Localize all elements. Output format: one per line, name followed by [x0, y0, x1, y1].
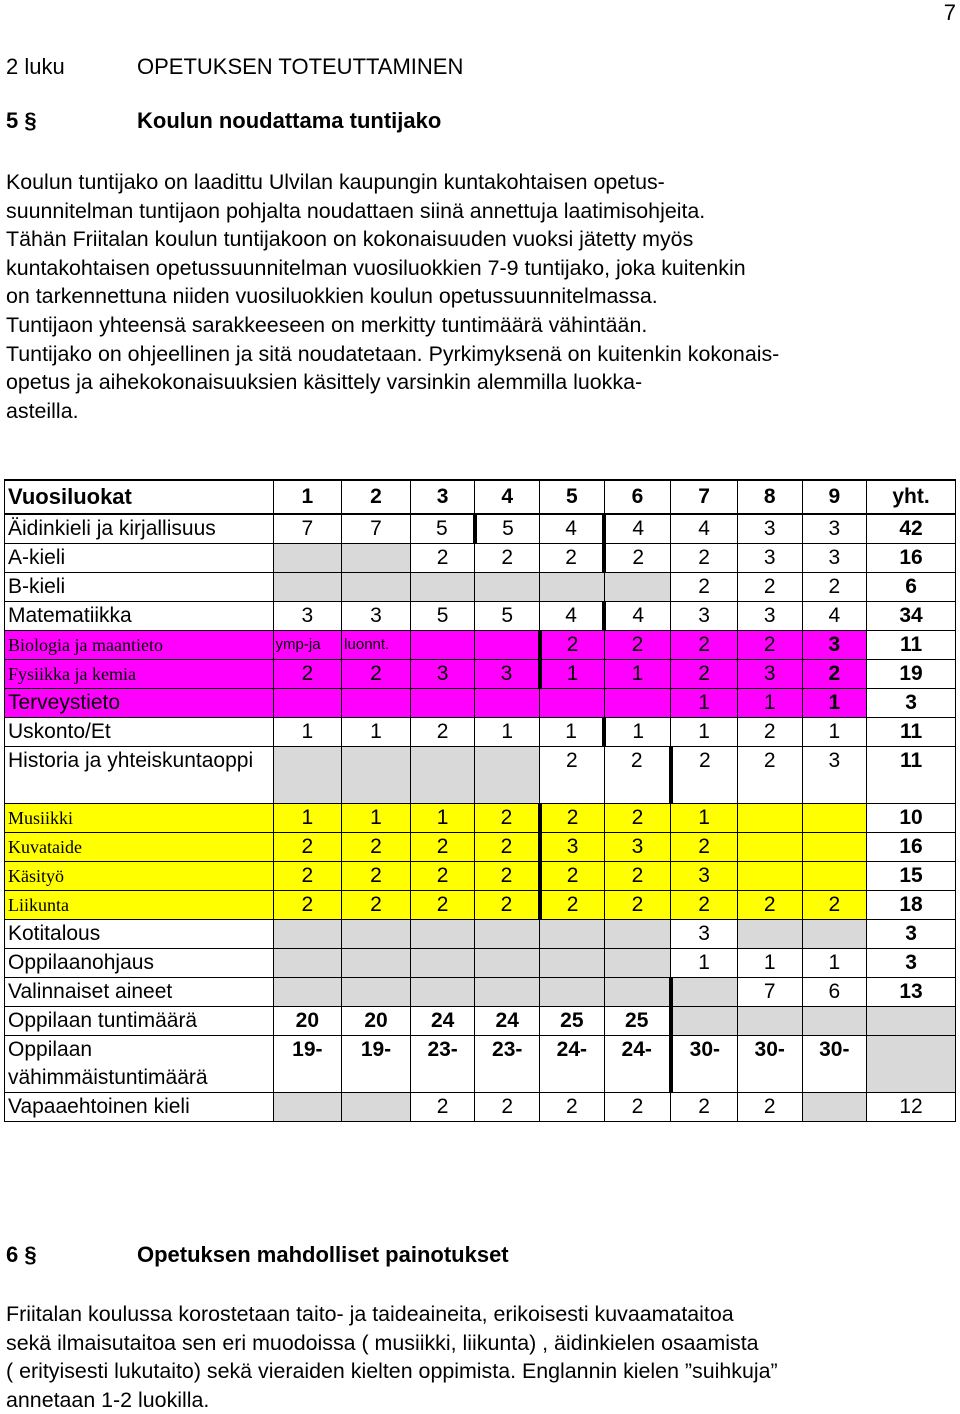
section-6-paragraph: [6, 1300, 956, 1414]
hours-cell: 1: [410, 804, 475, 833]
hours-cell: 30-: [802, 1036, 867, 1093]
chapter-label: 2 luku: [6, 54, 65, 79]
hours-cell: 1: [737, 689, 802, 718]
hours-cell: [540, 920, 605, 949]
hours-cell: 2: [604, 544, 671, 573]
hours-cell: 2: [604, 631, 671, 660]
grade-header: 2: [342, 480, 411, 514]
hours-cell: 5: [410, 514, 475, 544]
hours-cell: 3: [802, 747, 867, 804]
text-line: annetaan 1-2 luokilla.: [6, 1387, 210, 1412]
hours-cell: 1: [737, 949, 802, 978]
hours-cell: 2: [475, 544, 540, 573]
hours-cell: 3: [737, 514, 802, 544]
hours-cell: 2: [273, 862, 342, 891]
total-cell: 13: [867, 978, 956, 1007]
hours-cell: 4: [604, 602, 671, 631]
hours-cell: 3: [737, 660, 802, 689]
total-cell: 34: [867, 602, 956, 631]
hours-cell: [802, 1007, 867, 1036]
total-header: yht.: [867, 480, 956, 514]
hours-cell: 2: [671, 891, 738, 920]
hours-cell: luonnt.: [342, 631, 411, 660]
grade-header: 6: [604, 480, 671, 514]
section-title: Opetuksen mahdolliset painotukset: [137, 1242, 509, 1267]
hours-cell: 2: [671, 544, 738, 573]
table-row: [5, 920, 956, 949]
section-number: 6 §: [6, 1242, 37, 1267]
text-line: suunnitelman tuntijaon pohjalta noudattaen siinä annettuja laatimisohjeita.: [6, 198, 706, 223]
subject-label: Oppilaan vähimmäistuntimäärä: [5, 1036, 274, 1093]
hours-cell: 2: [410, 1093, 475, 1122]
text-line: Tuntijaon yhteensä sarakkeeseen on merkitty tuntimäärä vähintään.: [6, 312, 648, 337]
hours-cell: 4: [802, 602, 867, 631]
text-line: kuntakohtaisen opetussuunnitelman vuosiluokkien 7-9 tuntijako, joka kuitenkin: [6, 255, 746, 280]
hours-cell: 3: [671, 862, 738, 891]
hours-cell: 3: [802, 514, 867, 544]
total-cell: 10: [867, 804, 956, 833]
hours-cell: 24: [410, 1007, 475, 1036]
hours-cell: 2: [671, 1093, 738, 1122]
hours-cell: 25: [540, 1007, 605, 1036]
hours-cell: 2: [540, 804, 605, 833]
section-number: 5 §: [6, 108, 37, 133]
header-label: Vuosiluokat: [5, 480, 274, 514]
hours-cell: [273, 920, 342, 949]
table-row: [5, 949, 956, 978]
subject-label: Historia ja yhteiskuntaoppi: [5, 747, 274, 804]
hours-cell: 3: [604, 833, 671, 862]
hours-cell: 2: [540, 891, 605, 920]
hours-cell: 1: [802, 718, 867, 747]
hours-cell: 4: [540, 514, 605, 544]
total-cell: 42: [867, 514, 956, 544]
section-5-paragraph: [6, 168, 956, 425]
hours-cell: 1: [802, 689, 867, 718]
hours-cell: 2: [802, 891, 867, 920]
subject-label: Terveystieto: [5, 689, 274, 718]
hours-cell: [342, 573, 411, 602]
hours-cell: 19-: [342, 1036, 411, 1093]
hours-cell: [410, 573, 475, 602]
text-line: on tarkennettuna niiden vuosiluokkien koulun opetussuunnitelmassa.: [6, 284, 658, 309]
tuntijako-table: [4, 479, 956, 1122]
hours-cell: [410, 689, 475, 718]
grade-header: 3: [410, 480, 475, 514]
table-row: [5, 862, 956, 891]
table-row: [5, 978, 956, 1007]
subject-label: B-kieli: [5, 573, 274, 602]
hours-cell: [273, 1093, 342, 1122]
hours-cell: [671, 978, 738, 1007]
hours-cell: 30-: [671, 1036, 738, 1093]
hours-cell: [342, 949, 411, 978]
hours-cell: [604, 920, 671, 949]
hours-cell: [410, 978, 475, 1007]
hours-cell: 3: [737, 602, 802, 631]
hours-cell: [273, 747, 342, 804]
hours-cell: [604, 949, 671, 978]
hours-cell: 3: [737, 544, 802, 573]
subject-label: Kuvataide: [5, 833, 274, 862]
subject-label: Matematiikka: [5, 602, 274, 631]
grade-header: 9: [802, 480, 867, 514]
hours-cell: 1: [342, 804, 411, 833]
hours-cell: 2: [604, 804, 671, 833]
hours-cell: 1: [671, 718, 738, 747]
page-number: 7: [943, 0, 956, 25]
hours-cell: [342, 747, 411, 804]
table-row: [5, 804, 956, 833]
subject-label: Vapaaehtoinen kieli: [5, 1093, 274, 1122]
table-row: [5, 544, 956, 573]
hours-cell: [342, 1093, 411, 1122]
hours-cell: [410, 920, 475, 949]
hours-cell: 2: [604, 747, 671, 804]
hours-cell: 2: [737, 631, 802, 660]
subject-label: Liikunta: [5, 891, 274, 920]
text-line: Tähän Friitalan koulun tuntijakoon on kokonaisuuden vuoksi jätetty myös: [6, 227, 694, 252]
hours-cell: 2: [540, 1093, 605, 1122]
hours-cell: [802, 1093, 867, 1122]
hours-cell: [604, 573, 671, 602]
hours-cell: [410, 949, 475, 978]
hours-cell: 2: [342, 660, 411, 689]
hours-cell: [540, 949, 605, 978]
table-row: [5, 689, 956, 718]
hours-cell: [342, 978, 411, 1007]
table-row: [5, 602, 956, 631]
grade-header: 8: [737, 480, 802, 514]
hours-cell: [273, 544, 342, 573]
text-line: asteilla.: [6, 398, 79, 423]
hours-cell: 2: [671, 660, 738, 689]
hours-cell: [410, 747, 475, 804]
hours-cell: 2: [737, 718, 802, 747]
hours-cell: 3: [540, 833, 605, 862]
hours-cell: ymp-ja: [273, 631, 342, 660]
hours-cell: [737, 862, 802, 891]
hours-cell: 4: [540, 602, 605, 631]
grade-header: 5: [540, 480, 605, 514]
subject-label: Valinnaiset aineet: [5, 978, 274, 1007]
hours-cell: 1: [671, 689, 738, 718]
text-line: Friitalan koulussa korostetaan taito- ja taideaineita, erikoisesti kuvaamataitoa: [6, 1302, 734, 1326]
hours-cell: 1: [604, 718, 671, 747]
hours-cell: 2: [671, 631, 738, 660]
text-line: opetus ja aihekokonaisuuksien käsittely varsinkin alemmilla luokka-: [6, 370, 643, 395]
hours-cell: [802, 804, 867, 833]
chapter-title: OPETUKSEN TOTEUTTAMINEN: [137, 54, 464, 79]
hours-cell: 24-: [540, 1036, 605, 1093]
subject-label: Biologia ja maantieto: [5, 631, 274, 660]
hours-cell: 2: [342, 891, 411, 920]
hours-cell: 2: [410, 833, 475, 862]
hours-cell: [475, 920, 540, 949]
hours-cell: 2: [410, 718, 475, 747]
hours-cell: [604, 689, 671, 718]
total-cell: 3: [867, 689, 956, 718]
table-row: [5, 631, 956, 660]
hours-cell: [802, 862, 867, 891]
hours-cell: 2: [475, 1093, 540, 1122]
hours-cell: [273, 689, 342, 718]
table-header-row: [5, 480, 956, 514]
hours-cell: 2: [475, 804, 540, 833]
table-row: [5, 1007, 956, 1036]
hours-cell: [737, 833, 802, 862]
hours-cell: [475, 747, 540, 804]
hours-cell: 2: [410, 544, 475, 573]
hours-cell: 2: [540, 544, 605, 573]
subject-label: Musiikki: [5, 804, 274, 833]
total-cell: 3: [867, 920, 956, 949]
hours-cell: 2: [273, 660, 342, 689]
total-cell: 11: [867, 747, 956, 804]
hours-cell: 7: [273, 514, 342, 544]
grade-header: 1: [273, 480, 342, 514]
hours-cell: 1: [475, 718, 540, 747]
hours-cell: 2: [737, 573, 802, 602]
hours-cell: [475, 573, 540, 602]
hours-cell: 2: [273, 891, 342, 920]
table-row: [5, 660, 956, 689]
hours-cell: 1: [671, 949, 738, 978]
total-cell: 3: [867, 949, 956, 978]
hours-cell: 7: [342, 514, 411, 544]
total-cell: 16: [867, 544, 956, 573]
hours-cell: 2: [410, 891, 475, 920]
hours-cell: [540, 573, 605, 602]
hours-cell: [540, 978, 605, 1007]
hours-cell: 20: [342, 1007, 411, 1036]
hours-cell: 20: [273, 1007, 342, 1036]
hours-cell: 6: [802, 978, 867, 1007]
text-line: Koulun tuntijako on laadittu Ulvilan kaupungin kuntakohtaisen opetus-: [6, 170, 665, 194]
hours-cell: [342, 689, 411, 718]
hours-cell: 2: [540, 631, 605, 660]
grade-header: 7: [671, 480, 738, 514]
hours-cell: 2: [802, 660, 867, 689]
table-row: [5, 718, 956, 747]
hours-cell: 2: [604, 862, 671, 891]
hours-cell: [737, 920, 802, 949]
hours-cell: 2: [342, 833, 411, 862]
table-row: [5, 514, 956, 544]
hours-cell: [475, 978, 540, 1007]
hours-cell: 1: [342, 718, 411, 747]
grade-header: 4: [475, 480, 540, 514]
hours-cell: 2: [737, 1093, 802, 1122]
table-row: [5, 833, 956, 862]
total-cell: [867, 1007, 956, 1036]
total-cell: 11: [867, 718, 956, 747]
hours-cell: 2: [802, 573, 867, 602]
total-cell: 15: [867, 862, 956, 891]
hours-cell: 3: [802, 544, 867, 573]
hours-cell: 7: [737, 978, 802, 1007]
hours-cell: [342, 920, 411, 949]
hours-cell: 3: [475, 660, 540, 689]
hours-cell: 3: [671, 602, 738, 631]
hours-cell: 2: [671, 833, 738, 862]
hours-cell: 3: [802, 631, 867, 660]
hours-cell: 5: [410, 602, 475, 631]
hours-cell: [604, 978, 671, 1007]
subject-label: Uskonto/Et: [5, 718, 274, 747]
hours-cell: 2: [475, 833, 540, 862]
hours-cell: 1: [671, 804, 738, 833]
hours-cell: 2: [671, 747, 738, 804]
hours-cell: [475, 689, 540, 718]
hours-cell: [273, 949, 342, 978]
subject-label: Käsityö: [5, 862, 274, 891]
total-cell: 6: [867, 573, 956, 602]
hours-cell: 2: [273, 833, 342, 862]
table-row: [5, 891, 956, 920]
table-row: [5, 1093, 956, 1122]
hours-cell: 1: [540, 718, 605, 747]
hours-cell: 4: [604, 514, 671, 544]
hours-cell: 1: [273, 718, 342, 747]
hours-cell: [410, 631, 475, 660]
hours-cell: 23-: [410, 1036, 475, 1093]
hours-cell: [540, 689, 605, 718]
hours-cell: [475, 631, 540, 660]
chapter-heading: [6, 54, 464, 80]
hours-cell: 1: [802, 949, 867, 978]
hours-cell: 2: [475, 862, 540, 891]
hours-cell: 3: [342, 602, 411, 631]
table-row: [5, 1036, 956, 1093]
section-5-heading: [6, 108, 441, 134]
hours-cell: [737, 1007, 802, 1036]
subject-label: Oppilaan tuntimäärä: [5, 1007, 274, 1036]
hours-cell: 5: [475, 602, 540, 631]
hours-cell: 5: [475, 514, 540, 544]
hours-cell: 25: [604, 1007, 671, 1036]
hours-cell: 2: [540, 747, 605, 804]
subject-label: Äidinkieli ja kirjallisuus: [5, 514, 274, 544]
hours-cell: 3: [273, 602, 342, 631]
hours-cell: 23-: [475, 1036, 540, 1093]
hours-cell: 19-: [273, 1036, 342, 1093]
subject-label: Oppilaanohjaus: [5, 949, 274, 978]
hours-cell: 2: [410, 862, 475, 891]
section-title: Koulun noudattama tuntijako: [137, 108, 442, 133]
total-cell: [867, 1036, 956, 1093]
text-line: ( erityisesti lukutaito) sekä vieraiden kielten oppimista. Englannin kielen ”suihkuja”: [6, 1359, 778, 1384]
subject-label: A-kieli: [5, 544, 274, 573]
hours-cell: 2: [540, 862, 605, 891]
subject-label: Fysiikka ja kemia: [5, 660, 274, 689]
hours-cell: 2: [342, 862, 411, 891]
subject-label: Kotitalous: [5, 920, 274, 949]
hours-cell: [737, 804, 802, 833]
table-row: [5, 747, 956, 804]
total-cell: 11: [867, 631, 956, 660]
hours-cell: [802, 920, 867, 949]
hours-cell: 24: [475, 1007, 540, 1036]
hours-cell: [273, 573, 342, 602]
hours-cell: 2: [604, 891, 671, 920]
hours-cell: 1: [540, 660, 605, 689]
hours-cell: 3: [410, 660, 475, 689]
hours-cell: 2: [671, 573, 738, 602]
hours-cell: [475, 949, 540, 978]
hours-cell: 30-: [737, 1036, 802, 1093]
hours-cell: 3: [671, 920, 738, 949]
hours-cell: [671, 1007, 738, 1036]
hours-cell: 1: [273, 804, 342, 833]
hours-cell: 2: [475, 891, 540, 920]
hours-cell: [802, 833, 867, 862]
total-cell: 16: [867, 833, 956, 862]
hours-cell: [273, 978, 342, 1007]
text-line: Tuntijako on ohjeellinen ja sitä noudatetaan. Pyrkimyksenä on kuitenkin kokonais-: [6, 341, 780, 366]
total-cell: 18: [867, 891, 956, 920]
hours-cell: [342, 544, 411, 573]
total-cell: 19: [867, 660, 956, 689]
section-6-heading: [6, 1242, 509, 1268]
total-cell: 12: [867, 1093, 956, 1122]
hours-cell: 4: [671, 514, 738, 544]
hours-cell: 2: [604, 1093, 671, 1122]
hours-cell: 2: [737, 747, 802, 804]
table-row: [5, 573, 956, 602]
text-line: sekä ilmaisutaitoa sen eri muodoissa ( musiikki, liikunta) , äidinkielen osaamista: [6, 1330, 759, 1355]
hours-cell: 2: [737, 891, 802, 920]
hours-cell: 1: [604, 660, 671, 689]
hours-cell: 24-: [604, 1036, 671, 1093]
